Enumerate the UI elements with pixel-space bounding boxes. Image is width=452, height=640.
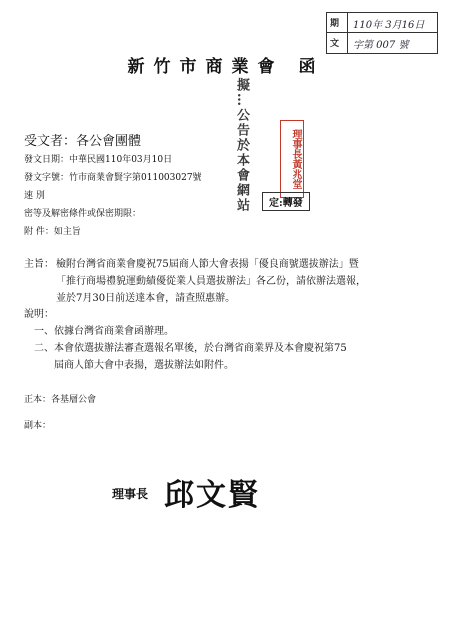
issue-date-value: 中華民國110年03月10日 <box>69 155 173 165</box>
speed-label: 速 別 <box>24 191 45 201</box>
document-title: 新竹市商業會 函 <box>127 57 325 77</box>
subject-line <box>24 256 366 273</box>
stamp-doc-label: 文 <box>330 39 340 49</box>
stamp-divider <box>347 13 348 53</box>
main-recipient-line <box>24 392 96 405</box>
stamp-divider <box>327 32 437 33</box>
copy-recipient-label: 副本： <box>24 421 52 431</box>
chairman-stamp: 理事長黃兆堂 <box>280 120 304 198</box>
explanation-label: 說明： <box>24 309 54 320</box>
doc-number-label: 發文字號： <box>24 173 70 183</box>
issue-date-line <box>24 152 172 165</box>
explanation-item: 屆商人節大會中表揚，選拔辦法如附件。 <box>34 360 234 371</box>
subject-label: 主旨： <box>24 259 54 270</box>
doc-number-value: 竹市商業會賢字第011003027號 <box>69 173 202 183</box>
main-recipient-value: 各基層公會 <box>51 395 97 405</box>
subject-text: 檢附台灣省商業會慶祝75屆商人節大會表揚「優良商號選拔辦法」暨 <box>56 259 359 270</box>
subject-section <box>24 256 366 307</box>
explanation-item: 二、本會依選拔辦法審查選報名單後，於台灣省商業界及本會慶祝第75 <box>34 343 347 354</box>
recipient-value: 各公會團體 <box>76 134 142 149</box>
secrecy-label: 密等及解密條件或保密期限： <box>24 209 142 219</box>
subject-text: 「推行商場禮貌運動績優從業人員選拔辦法」各乙份，請依辦法選報， <box>56 276 366 287</box>
attachment-value: 如主旨 <box>53 227 81 237</box>
stamp-doc-value: 字第 007 號 <box>353 40 409 51</box>
recipient-label: 受文者： <box>24 134 77 149</box>
main-recipient-label: 正本： <box>24 395 52 405</box>
issue-date-label: 發文日期： <box>24 155 70 165</box>
explanation-item: 一、依據台灣省商業會函辦理。 <box>34 326 174 337</box>
explanation-section <box>24 306 347 374</box>
approval-seal: 擬…公告於本會網站 <box>234 78 249 213</box>
recipient-line <box>24 130 141 149</box>
attachment-label: 附 件： <box>24 227 54 237</box>
transfer-stamp: 定:轉發 <box>262 192 310 211</box>
stamp-date-value: 110年 3月16日 <box>353 20 425 31</box>
stamp-date-label: 期 <box>330 19 340 29</box>
subject-text: 並於7月30日前送達本會，請查照惠辦。 <box>56 293 236 304</box>
attachment-line <box>24 224 81 237</box>
receipt-stamp <box>326 12 438 54</box>
signature-name: 邱文賢 <box>164 478 260 513</box>
signature-title: 理事長 <box>112 487 149 501</box>
doc-number-line <box>24 170 202 183</box>
